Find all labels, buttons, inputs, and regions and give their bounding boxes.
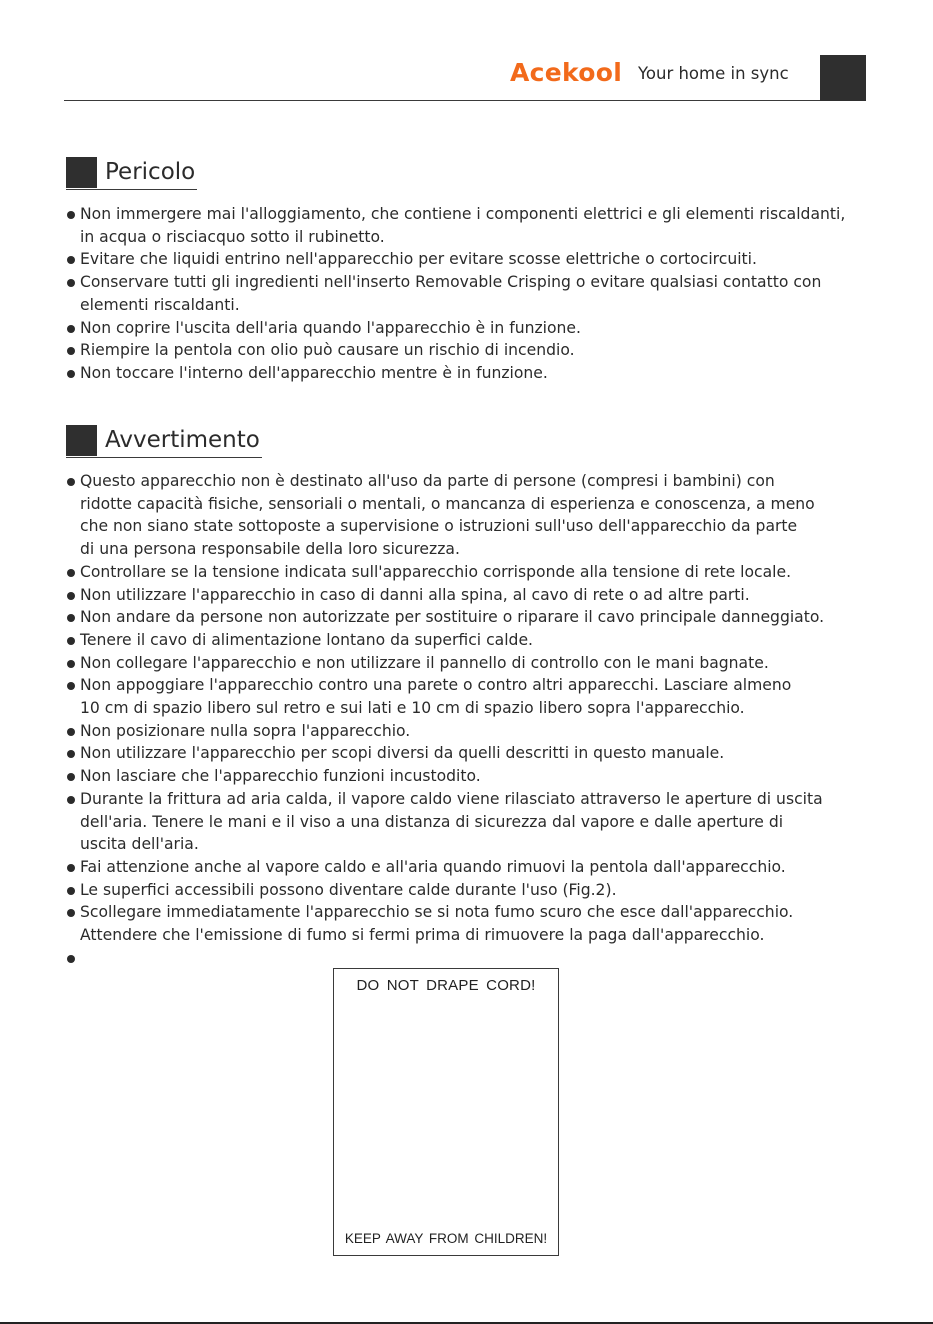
brand-tagline: Your home in sync [638, 64, 789, 83]
cord-warning-label [333, 968, 559, 1256]
brand-logo-text: Acekool [510, 58, 623, 87]
bullet-icon [67, 211, 75, 219]
list-item: Scollegare immediatamente l'apparecchio se si nota fumo scuro che esce dall'apparecchio. Attendere che l'emissione di fumo si fermi prima di rimuovere la paga dall'apparecchio. [64, 901, 870, 946]
bullet-icon [67, 569, 75, 577]
list-item: Non lasciare che l'apparecchio funzioni incustodito. [64, 765, 870, 788]
list-item: Non appoggiare l'apparecchio contro una parete o contro altri apparecchi. Lasciare almeno 10 cm di spazio libero sul retro e sui lati e 10 cm di spazio libero sopra l'apparecchio. [64, 674, 870, 719]
bullet-icon [67, 347, 75, 355]
avvertimento-list [64, 470, 870, 947]
bullet-icon [67, 279, 75, 287]
list-item: Non collegare l'apparecchio e non utilizzare il pannello di controllo con le mani bagnate. [64, 652, 870, 675]
bullet-icon [67, 955, 75, 963]
label-bottom-text: KEEP AWAY FROM CHILDREN! [344, 1231, 548, 1246]
list-item: Controllare se la tensione indicata sull'apparecchio corrisponde alla tensione di rete locale. [64, 561, 870, 584]
brand-logo [510, 58, 622, 88]
bullet-icon [67, 614, 75, 622]
list-item: Evitare che liquidi entrino nell'apparecchio per evitare scosse elettriche o cortocircuiti. [64, 248, 870, 271]
header-divider [64, 100, 820, 101]
bullet-icon [67, 256, 75, 264]
bullet-icon [67, 660, 75, 668]
section-marker [66, 157, 97, 188]
list-item: Questo apparecchio non è destinato all'uso da parte di persone (compresi i bambini) con ridotte capacità fisiche, sensoriali o mentali, o mancanza di esperienza e conoscenza, a meno che non siano state sottoposte a supervisione o istruzioni sull'uso dell'apparecchio da parte di una persona responsabile della loro sicurezza. [64, 470, 870, 561]
list-item: Fai attenzione anche al vapore caldo e all'aria quando rimuovi la pentola dall'apparecchio. [64, 856, 870, 879]
list-item: Riempire la pentola con olio può causare un rischio di incendio. [64, 339, 870, 362]
list-item: Non andare da persone non autorizzate per sostituire o riparare il cavo principale danneggiato. [64, 606, 870, 629]
bullet-icon [67, 773, 75, 781]
bullet-icon [67, 750, 75, 758]
list-item: Conservare tutti gli ingredienti nell'inserto Removable Crisping o evitare qualsiasi contatto con elementi riscaldanti. [64, 271, 870, 316]
bullet-icon [67, 728, 75, 736]
section-heading-avvertimento [66, 424, 262, 458]
section-marker [66, 425, 97, 456]
page-tab-marker [820, 55, 866, 101]
section-heading-pericolo [66, 156, 197, 190]
bullet-icon [67, 325, 75, 333]
list-item: Non immergere mai l'alloggiamento, che contiene i componenti elettrici e gli elementi riscaldanti, in acqua o risciacquo sotto il rubinetto. [64, 203, 870, 248]
bullet-icon [67, 637, 75, 645]
bullet-icon [67, 682, 75, 690]
list-item: Non posizionare nulla sopra l'apparecchio. [64, 720, 870, 743]
bullet-icon [67, 864, 75, 872]
label-top-text: DO NOT DRAPE CORD! [356, 977, 536, 994]
section-title: Avvertimento [105, 427, 260, 453]
pericolo-list [64, 203, 870, 385]
bullet-icon [67, 592, 75, 600]
list-item: Non utilizzare l'apparecchio per scopi diversi da quelli descritti in questo manuale. [64, 742, 870, 765]
bullet-icon [67, 887, 75, 895]
list-item: Tenere il cavo di alimentazione lontano da superfici calde. [64, 629, 870, 652]
list-item: Non coprire l'uscita dell'aria quando l'apparecchio è in funzione. [64, 317, 870, 340]
list-item: Durante la frittura ad aria calda, il vapore caldo viene rilasciato attraverso le aperture di uscita dell'aria. Tenere le mani e il viso a una distanza di sicurezza dal vapore e dalle aperture di uscita dell'aria. [64, 788, 870, 856]
list-item: Le superfici accessibili possono diventare calde durante l'uso (Fig.2). [64, 879, 870, 902]
section-title: Pericolo [105, 159, 196, 185]
bullet-icon [67, 909, 75, 917]
list-item: Non utilizzare l'apparecchio in caso di danni alla spina, al cavo di rete o ad altre parti. [64, 584, 870, 607]
bullet-icon [67, 796, 75, 804]
bullet-icon [67, 478, 75, 486]
list-item: Non toccare l'interno dell'apparecchio mentre è in funzione. [64, 362, 870, 385]
bullet-icon [67, 370, 75, 378]
